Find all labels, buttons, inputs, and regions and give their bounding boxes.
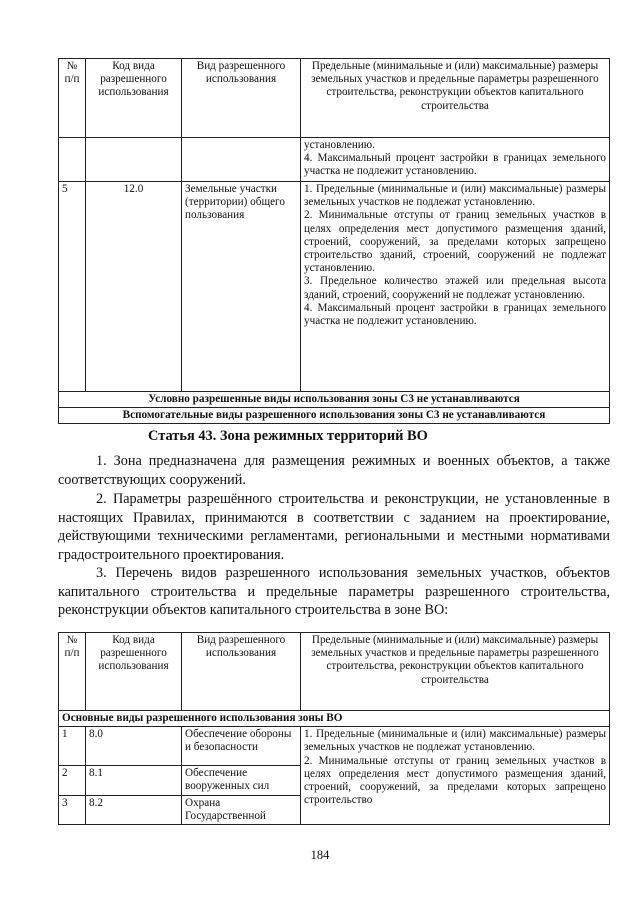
row-code: 8.2 [86, 795, 182, 824]
page-number: 184 [310, 848, 330, 862]
row-code: 8.1 [86, 766, 182, 795]
param-text: 3. Предельное количество этажей или предельная высота зданий, строений, сооружений не подлежат установлению. [304, 275, 606, 301]
row-kind: Земельные участки (территории) общего пользования [182, 182, 301, 392]
paragraph-2: 2. Параметры разрешённого строительства и реконструкции, не установленные в настоящих Правилах, принимаются в соответствии с заданием на проектирование, действующими техническими регламентами, региональными и местными нормативами градостроительного проектирования. [58, 491, 610, 563]
param-text: 1. Предельные (минимальные и (или) максимальные) размеры земельных участков не подлежат установлению. [304, 728, 606, 754]
param-text: 1. Предельные (минимальные и (или) максимальные) размеры земельных участков не подлежат установлению. [304, 183, 606, 209]
header-code: Код вида разрешенного использования [86, 633, 182, 711]
row-num: 1 [59, 727, 86, 766]
row-num: 3 [59, 795, 86, 824]
row-code: 8.0 [86, 727, 182, 766]
section-title: Основные виды разрешенного использования зоны ВО [59, 711, 610, 727]
param-text: установлению. [304, 139, 375, 151]
table-row [59, 727, 610, 766]
param-text: 4. Максимальный процент застройки в границах земельного участка не подлежит установлению. [304, 152, 606, 178]
zone-c3-table [58, 58, 610, 424]
header-kind: Вид разрешенного использования [182, 59, 301, 138]
row-kind: Обеспечение вооруженных сил [182, 766, 301, 795]
table-footer-row [59, 392, 610, 408]
footer-auxiliary: Вспомогательные виды разрешенного использования зоны С3 не устанавливаются [59, 408, 610, 424]
param-text: 2. Минимальные отступы от границ земельных участков в целях определения мест допустимого размещения зданий, строений, сооружений, за пределами которых запрещено строительство зданий, строений, сооружений не подлежат установлению. [304, 209, 606, 275]
header-kind: Вид разрешенного использования [182, 633, 301, 711]
table-row [59, 138, 610, 182]
row-num: 5 [59, 182, 86, 392]
header-params: Предельные (минимальные и (или) максимальные) размеры земельных участков и предельные параметры разрешенного строительства, реконструкции объектов капитального строительства [301, 59, 610, 138]
param-text: 2. Минимальные отступы от границ земельных участков в целях определения мест допустимого размещения зданий, строений, сооружений, за пределами которых запрещено строительство [304, 754, 606, 807]
section-row [59, 711, 610, 727]
table-header-row [59, 59, 610, 138]
table-footer-row [59, 408, 610, 424]
paragraph-3: 3. Перечень видов разрешенного использования земельных участков, объектов капитального строительства и предельные параметры разрешенного строительства, реконструкции объектов капитального строительства в зоне ВО: [58, 565, 610, 619]
header-code: Код вида разрешенного использования [86, 59, 182, 138]
param-text: 4. Максимальный процент застройки в границах земельного участка не подлежит установлению. [304, 301, 606, 328]
header-num: № п/п [59, 633, 86, 711]
article-heading: Статья 43. Зона режимных территорий ВО [148, 428, 428, 444]
row-num: 2 [59, 766, 86, 795]
table-row [59, 182, 610, 392]
header-num: № п/п [59, 59, 86, 138]
footer-conditional: Условно разрешенные виды использования зоны С3 не устанавливаются [59, 392, 610, 408]
table-header-row [59, 633, 610, 711]
row-kind: Охрана Государственной [182, 795, 301, 824]
paragraph-1: 1. Зона предназначена для размещения режимных и военных объектов, а также соответствующих сооружений. [58, 453, 610, 488]
zone-vo-table [58, 632, 610, 825]
row-kind: Обеспечение обороны и безопасности [182, 727, 301, 766]
header-params: Предельные (минимальные и (или) максимальные) размеры земельных участков и предельные параметры разрешенного строительства, реконструкции объектов капитального строительства [301, 633, 610, 711]
row-code: 12.0 [86, 182, 182, 392]
